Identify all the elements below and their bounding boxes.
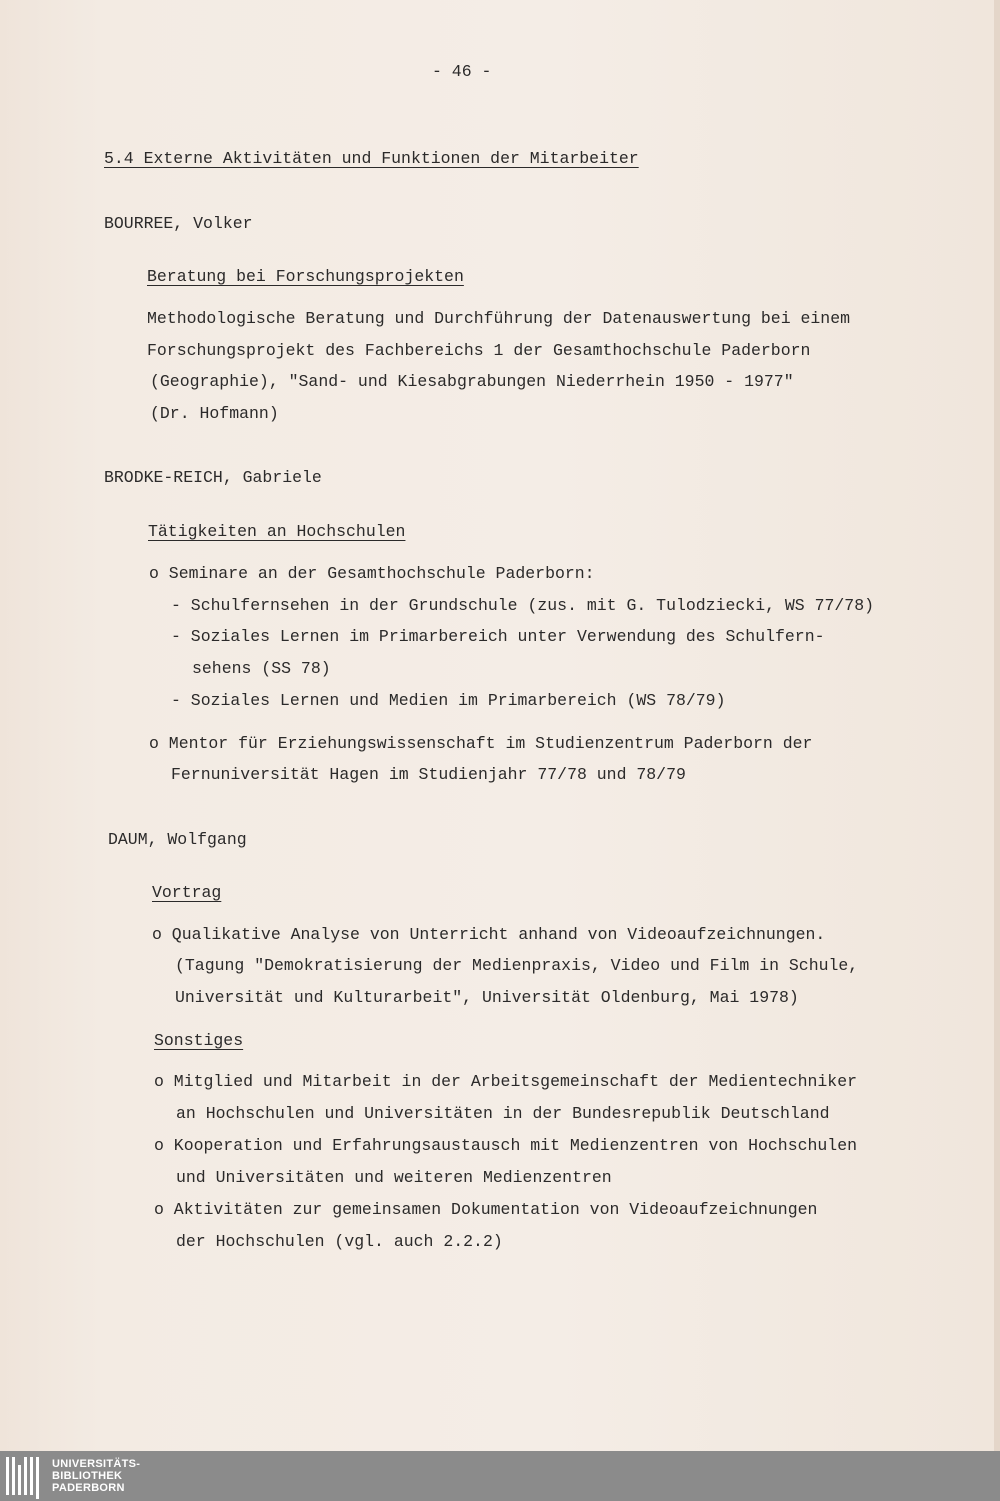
sub-list-item-continuation: sehens (SS 78) xyxy=(192,659,331,678)
body-line: (Geographie), "Sand- und Kiesabgrabungen Niederrhein 1950 - 1977" xyxy=(150,372,794,391)
sub-list-item: - Schulfernsehen in der Grundschule (zus. mit G. Tulodziecki, WS 77/78) xyxy=(171,596,875,615)
body-line: Forschungsprojekt des Fachbereichs 1 der Gesamthochschule Paderborn xyxy=(147,341,811,360)
sub-list-item: - Soziales Lernen im Primarbereich unter Verwendung des Schulfern- xyxy=(171,627,825,646)
section-heading: 5.4 Externe Aktivitäten und Funktionen der Mitarbeiter xyxy=(104,149,639,168)
block-heading: Sonstiges xyxy=(154,1031,244,1050)
page-number: - 46 - xyxy=(432,62,492,81)
list-item-continuation: und Universitäten und weiteren Medienzentren xyxy=(176,1168,612,1187)
page-edge xyxy=(994,0,1000,1451)
sub-list-item: - Soziales Lernen und Medien im Primarbereich (WS 78/79) xyxy=(171,691,726,710)
list-item-continuation: (Tagung "Demokratisierung der Medienpraxis, Video und Film in Schule, xyxy=(175,956,859,975)
logo-line: PADERBORN xyxy=(52,1482,125,1494)
footer-bar xyxy=(0,1451,1000,1501)
person-name-daum: DAUM, Wolfgang xyxy=(108,830,247,849)
list-item: o Seminare an der Gesamthochschule Paderborn: xyxy=(149,564,595,583)
block-heading: Tätigkeiten an Hochschulen xyxy=(148,522,406,541)
list-item: o Kooperation und Erfahrungsaustausch mit Medienzentren von Hochschulen xyxy=(154,1136,858,1155)
person-name-brodke-reich: BRODKE-REICH, Gabriele xyxy=(104,468,322,487)
block-heading: Beratung bei Forschungsprojekten xyxy=(147,267,464,286)
list-item-continuation: an Hochschulen und Universitäten in der Bundesrepublik Deutschland xyxy=(176,1104,830,1123)
list-item: o Aktivitäten zur gemeinsamen Dokumentation von Videoaufzeichnungen xyxy=(154,1200,818,1219)
body-line: Methodologische Beratung und Durchführung der Datenauswertung bei einem xyxy=(147,309,851,328)
library-bars-icon xyxy=(6,1457,44,1497)
list-item-continuation: der Hochschulen (vgl. auch 2.2.2) xyxy=(176,1232,503,1251)
block-heading: Vortrag xyxy=(152,883,222,902)
logo-line: BIBLIOTHEK xyxy=(52,1470,123,1482)
list-item: o Mentor für Erziehungswissenschaft im Studienzentrum Paderborn der xyxy=(149,734,813,753)
library-logo-text xyxy=(52,1458,140,1494)
list-item: o Mitglied und Mitarbeit in der Arbeitsgemeinschaft der Medientechniker xyxy=(154,1072,858,1091)
list-item: o Qualikative Analyse von Unterricht anhand von Videoaufzeichnungen. xyxy=(152,925,826,944)
body-line: (Dr. Hofmann) xyxy=(150,404,279,423)
person-name-bourree: BOURREE, Volker xyxy=(104,214,253,233)
list-item-continuation: Fernuniversität Hagen im Studienjahr 77/78 und 78/79 xyxy=(171,765,686,784)
list-item-continuation: Universität und Kulturarbeit", Universität Oldenburg, Mai 1978) xyxy=(175,988,799,1007)
logo-line: UNIVERSITÄTS- xyxy=(52,1458,141,1470)
